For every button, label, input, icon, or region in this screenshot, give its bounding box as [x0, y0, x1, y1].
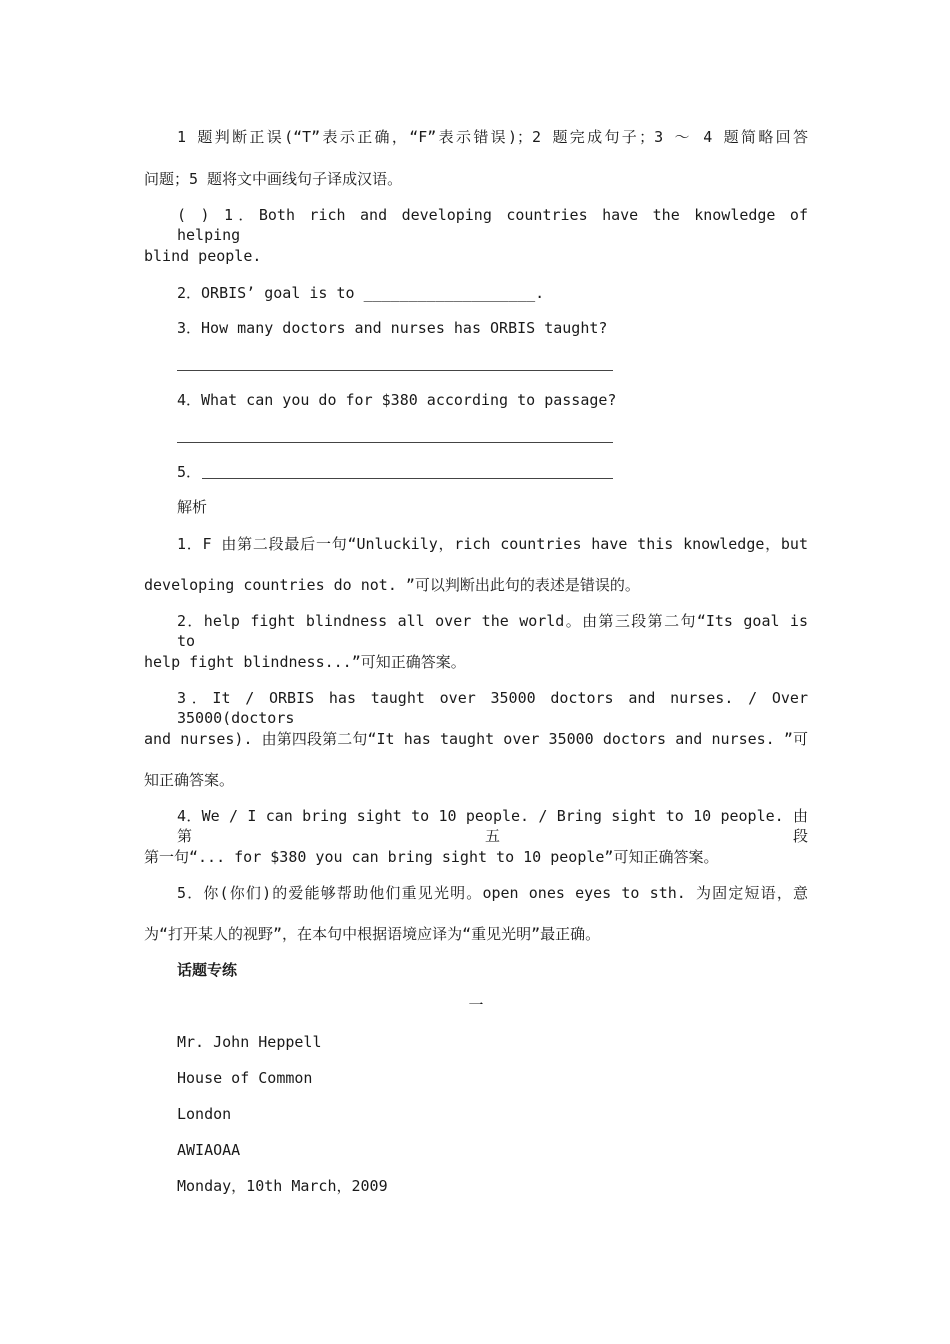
question-5: 5．: [177, 463, 202, 481]
question-1-line-2: blind people.: [144, 247, 262, 265]
question-2: 2．ORBIS’ goal is to ___________________.: [177, 284, 545, 302]
analysis-1-line-1: 1．F 由第二段最后一句“Unluckily，rich countries have this knowledge，but: [177, 535, 808, 553]
answer-blank-4: [177, 442, 613, 443]
analysis-5-line-1: 5．你(你们)的爱能够帮助他们重见光明。open ones eyes to sth. 为固定短语，意: [177, 884, 808, 902]
practice-title: 话题专练: [177, 961, 238, 979]
answer-blank-5: [202, 478, 613, 479]
answer-blank-3: [177, 370, 613, 371]
question-4: 4．What can you do for $380 according to passage?: [177, 391, 617, 409]
letter-recipient-city: London: [177, 1105, 232, 1123]
question-3: 3．How many doctors and nurses has ORBIS taught?: [177, 319, 608, 337]
analysis-4-line-1: 4．We / I can bring sight to 10 people. / Bring sight to 10 people. 由第五段: [177, 807, 808, 845]
analysis-title: 解析: [177, 498, 208, 516]
section-number: 一: [468, 996, 484, 1014]
analysis-2-line-1: 2．help fight blindness all over the world。由第三段第二句“Its goal is to: [177, 612, 808, 650]
analysis-4-line-2: 第一句“... for $380 you can bring sight to 10 people”可知正确答案。: [144, 848, 719, 866]
question-1-line-1: ( ) 1．Both rich and developing countries have the knowledge of helping: [177, 206, 808, 244]
letter-recipient-house: House of Common: [177, 1069, 313, 1087]
letter-recipient-postcode: AWIAOAA: [177, 1141, 241, 1159]
analysis-1-line-2: developing countries do not. ”可以判断出此句的表述是错误的。: [144, 576, 640, 594]
analysis-2-line-2: help fight blindness...”可知正确答案。: [144, 653, 466, 671]
analysis-3-line-1: 3．It / ORBIS has taught over 35000 doctors and nurses. / Over 35000(doctors: [177, 689, 808, 727]
instructions-line-2: 问题；5 题将文中画线句子译成汉语。: [144, 170, 403, 188]
analysis-5-line-2: 为“打开某人的视野”，在本句中根据语境应译为“重见光明”最正确。: [144, 925, 601, 943]
analysis-3-line-3: 知正确答案。: [144, 771, 235, 789]
letter-recipient-name: Mr. John Heppell: [177, 1033, 322, 1051]
letter-date: Monday，10th March，2009: [177, 1177, 388, 1195]
analysis-3-line-2: and nurses). 由第四段第二句“It has taught over 35000 doctors and nurses. ”可: [144, 730, 808, 748]
instructions-line-1: 1 题判断正误(“T”表示正确，“F”表示错误)；2 题完成句子；3 ～ 4 题简略回答: [177, 128, 808, 146]
